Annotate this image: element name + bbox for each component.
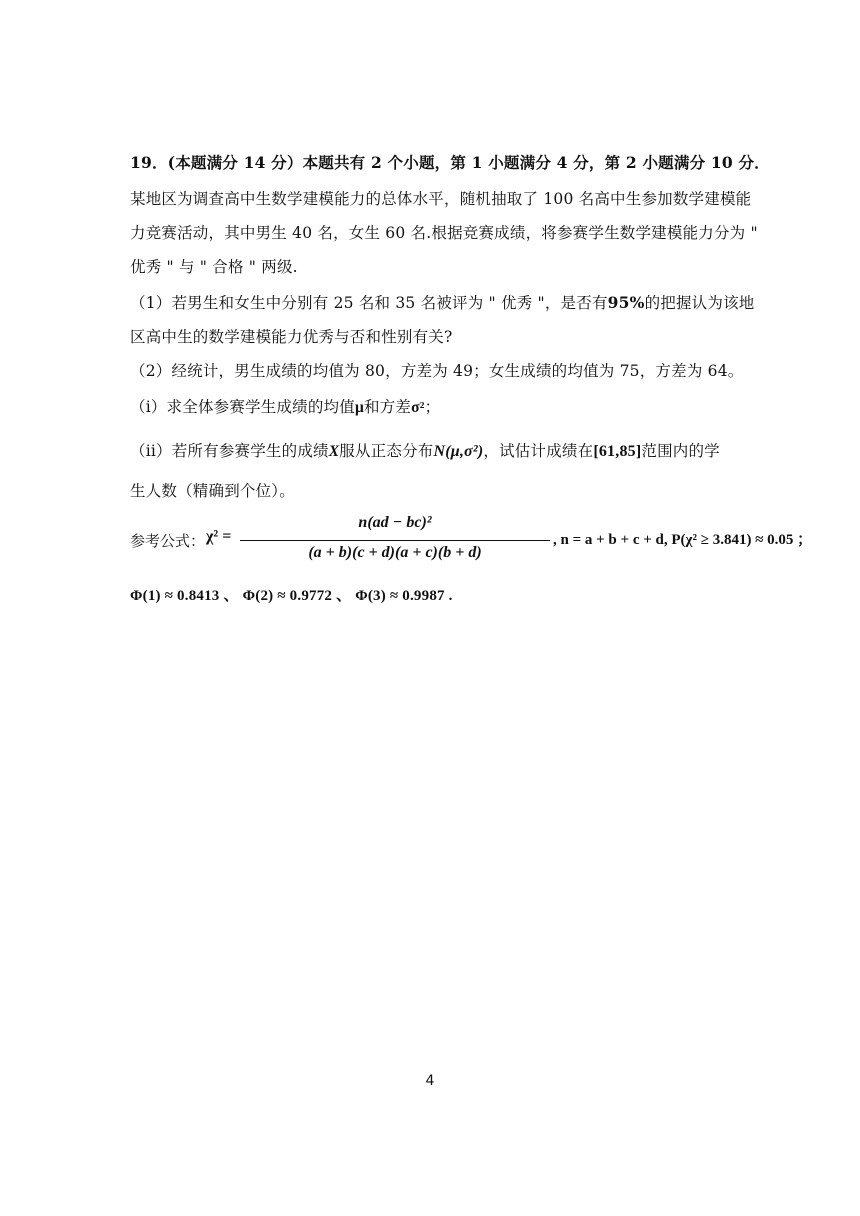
q1-percent: 95% — [607, 293, 645, 312]
phi-values-line: Φ(1) ≈ 0.8413 、 Φ(2) ≈ 0.9772 、 Φ(3) ≈ 0.9987 . — [130, 588, 453, 604]
q2i-text-a: （i）求全体参赛学生成绩的均值 — [130, 398, 355, 416]
q2ii-text-a: （ii）若所有参赛学生的成绩 — [130, 442, 329, 460]
question-1-line-1 — [130, 291, 754, 313]
fraction-bar — [240, 540, 550, 541]
intro-line-2: 力竞赛活动，其中男生 40 名，女生 60 名.根据竞赛成绩，将参赛学生数学建模能力分为 " — [130, 224, 758, 242]
question-1-line-2: 区高中生的数学建模能力优秀与否和性别有关? — [130, 328, 453, 346]
question-2ii-line-1 — [130, 439, 720, 461]
question-2-line: （2）经统计，男生成绩的均值为 80，方差为 49；女生成绩的均值为 75，方差为 64。 — [130, 362, 744, 380]
q2i-text-c: ； — [424, 398, 441, 416]
q2ii-text-b: 服从正态分布 — [339, 442, 434, 460]
variable-x: X — [328, 443, 340, 460]
q1-text-a: （1）若男生和女生中分别有 25 名和 35 名被评为 " 优秀 "，是否有 — [130, 294, 608, 312]
chi-square-lhs: χ² = — [206, 528, 232, 545]
sigma-squared-symbol: σ² — [411, 399, 425, 416]
question-2ii-line-2: 生人数（精确到个位）。 — [130, 482, 295, 500]
formula-rest: , n = a + b + c + d, P(χ² ≥ 3.841) ≈ 0.05 ； — [553, 532, 813, 548]
question-2i-line — [130, 395, 440, 417]
intro-line-1: 某地区为调查高中生数学建模能力的总体水平，随机抽取了 100 名高中生参加数学建模能 — [130, 190, 752, 208]
q2ii-text-c: ，试估计成绩在 — [483, 442, 594, 460]
normal-distribution-expr: N(μ,σ²) — [433, 443, 484, 460]
q1-text-c: 的把握认为该地 — [644, 294, 755, 312]
fraction-numerator: n(ad − bc)² — [358, 514, 432, 531]
problem-header: 19．(本题满分 14 分）本题共有 2 个小题，第 1 小题满分 4 分，第 2 小题满分 10 分． — [130, 153, 770, 172]
q2ii-text-d: 范围内的学 — [641, 442, 720, 460]
q2i-text-b: 和方差 — [363, 398, 412, 416]
reference-label: 参考公式： — [130, 532, 206, 550]
mu-symbol: μ — [354, 399, 364, 416]
intro-line-3: 优秀 " 与 " 合格 " 两级. — [130, 258, 298, 276]
fraction-denominator: (a + b)(c + d)(a + c)(b + d) — [308, 544, 482, 561]
interval-expr: [61,85] — [593, 443, 642, 460]
page-number: 4 — [425, 1073, 435, 1089]
